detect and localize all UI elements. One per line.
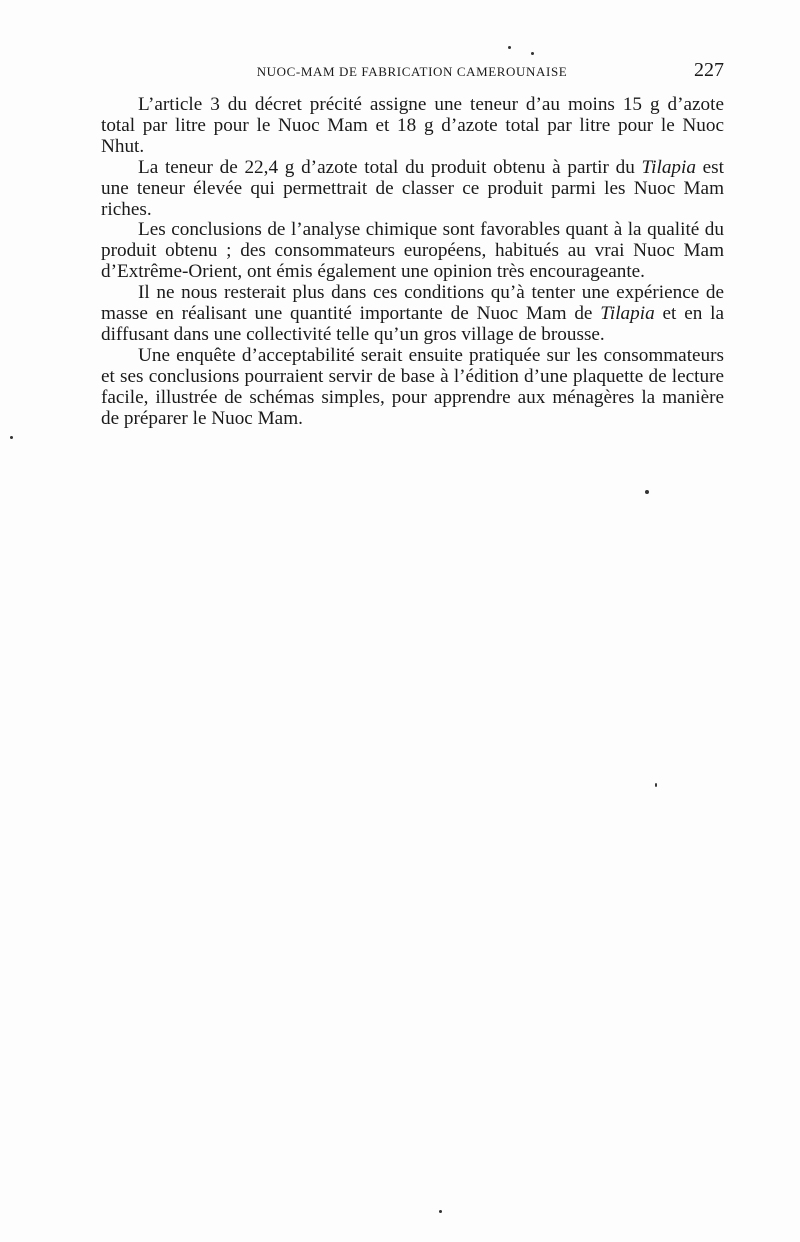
running-title: NUOC-MAM DE FABRICATION CAMEROUNAISE — [256, 64, 568, 79]
paragraph-4-text-b: et en la diffusant dans une collectivité telle qu’un gros village de brousse. — [101, 303, 724, 345]
page-number: 227 — [694, 59, 724, 81]
body-text — [101, 95, 724, 430]
scan-speck — [531, 52, 534, 55]
species-name-italic: Tilapia — [641, 156, 696, 178]
scan-speck — [655, 783, 657, 787]
running-head — [100, 60, 724, 82]
species-name-italic: Tilapia — [600, 303, 655, 325]
paragraph-2 — [101, 158, 724, 221]
scan-speck — [10, 436, 13, 439]
scan-speck — [645, 490, 649, 494]
paragraph-2-text-a: La teneur de 22,4 g d’azote total du produit obtenu à partir du — [138, 156, 642, 178]
paragraph-4 — [101, 283, 724, 346]
scan-speck — [508, 46, 511, 49]
paragraph-2-text-b: est une teneur élevée qui permettrait de classer ce produit parmi les Nuoc Mam riches. — [101, 156, 724, 220]
paragraph-3: Les conclusions de l’analyse chimique sont favorables quant à la qualité du produit obtenu ; des consommateurs européens, habitués au vrai Nuoc Mam d’Extrême-Orient, ont émis également une opinion très encourageante. — [101, 219, 724, 283]
paragraph-1: L’article 3 du décret précité assigne une teneur d’au moins 15 g d’azote total par litre pour le Nuoc Mam et 18 g d’azote total par litre pour le Nuoc Nhut. — [101, 94, 724, 157]
paragraph-4-text-a: Il ne nous resterait plus dans ces conditions qu’à tenter une expérience de masse en réalisant une quantité importante de Nuoc Mam de — [101, 282, 724, 325]
paragraph-5: Une enquête d’acceptabilité serait ensuite pratiquée sur les consommateurs et ses conclusions pourraient servir de base à l’édition d’une plaquette de lecture facile, illustrée de schémas simples, pour apprendre aux ménagères la manière de préparer le Nuoc Mam. — [101, 344, 724, 429]
scan-speck — [439, 1210, 442, 1213]
